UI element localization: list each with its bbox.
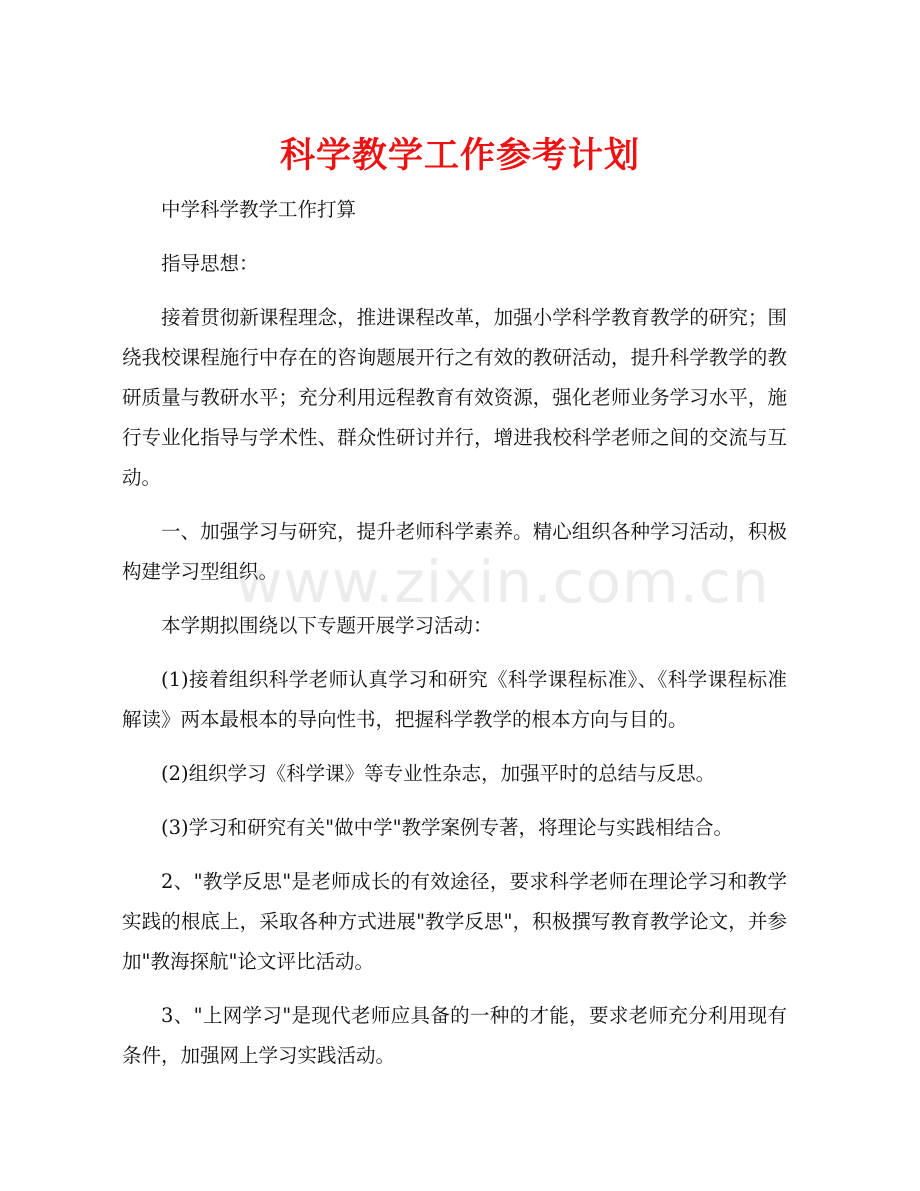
paragraph-section-1: 一、加强学习与研究，提升老师科学素养。精心组织各种学习活动，积极构建学习型组织。 — [122, 520, 787, 583]
paragraph-subtitle: 中学科学教学工作打算 — [161, 198, 357, 221]
paragraph-topics-intro: 本学期拟围绕以下专题开展学习活动： — [161, 614, 493, 637]
watermark: www.zixin.com.cn — [235, 548, 770, 616]
paragraph-guiding-heading: 指导思想： — [161, 252, 259, 275]
paragraph-topic-3: (3)学习和研究有关"做中学"教学案例专著，将理论与实践相结合。 — [161, 816, 734, 839]
paragraph-guiding-content: 接着贯彻新课程理念，推进课程改革，加强小学科学教育教学的研究；围绕我校课程施行中存在的咨询题展开行之有效的教研活动，提升科学教学的教研质量与教研水平；充分利用远程教育有效资源，强化老师业务学习水平，施行专业化指导与学术性、群众性研讨并行，增进我校科学老师之间的交流与互动。 — [122, 306, 787, 489]
paragraph-section-2: 2、"教学反思"是老师成长的有效途径，要求科学老师在理论学习和教学实践的根底上，采取各种方式进展"教学反思"，积极撰写教育教学论文，并参加"教海探航"论文评比活动。 — [122, 870, 787, 973]
paragraph-topic-1: (1)接着组织科学老师认真学习和研究《科学课程标准》、《科学课程标准解读》两本最根本的导向性书，把握科学教学的根本方向与目的。 — [122, 668, 787, 731]
paragraph-section-3: 3、"上网学习"是现代老师应具备的一种的才能，要求老师充分利用现有条件，加强网上学习实践活动。 — [122, 1004, 787, 1067]
document-title: 科学教学工作参考计划 — [279, 136, 640, 176]
document-body — [122, 190, 787, 1090]
paragraph-topic-2: (2)组织学习《科学课》等专业性杂志，加强平时的总结与反思。 — [161, 762, 716, 785]
